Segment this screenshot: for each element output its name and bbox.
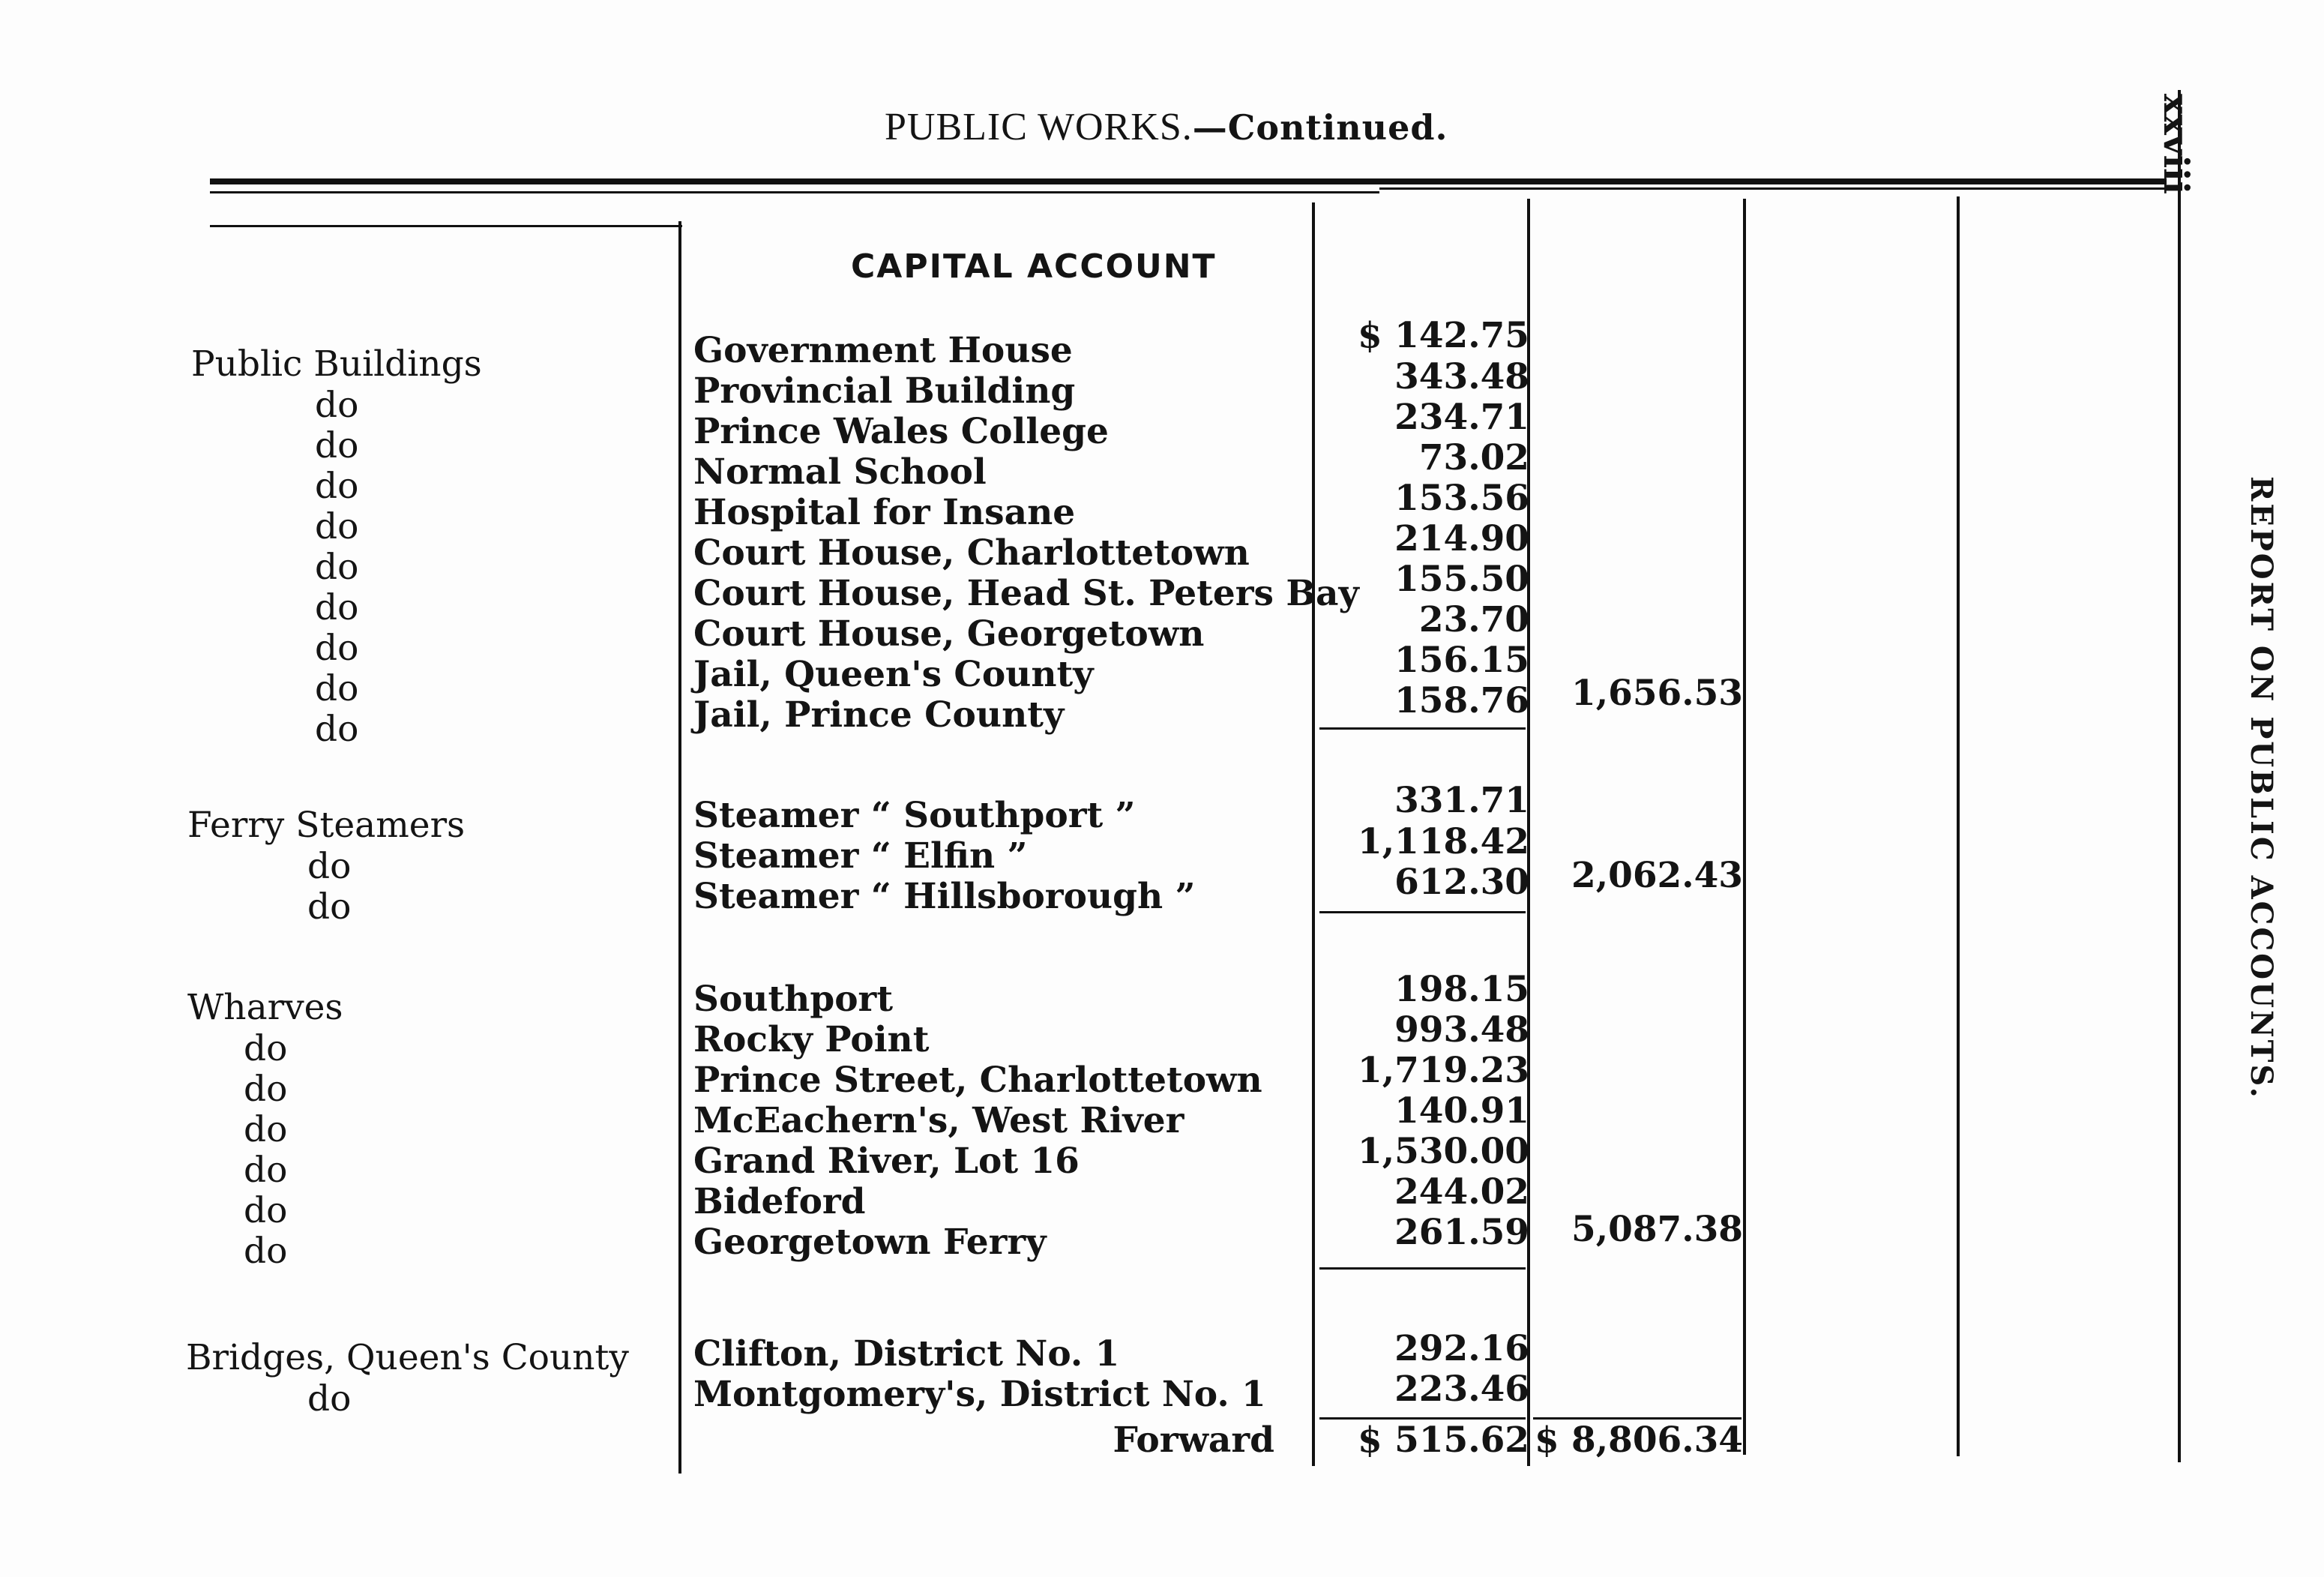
item-amount: 155.50 xyxy=(1394,559,1529,600)
item-amount: 23.70 xyxy=(1418,599,1529,640)
item-name: Jail, Prince County xyxy=(693,694,1065,736)
item-name: Grand River, Lot 16 xyxy=(693,1141,1080,1182)
item-amount: 140.91 xyxy=(1394,1090,1529,1132)
ditto: do xyxy=(315,709,359,750)
column-rule-totals-right xyxy=(1743,199,1746,1455)
item-amount: 223.46 xyxy=(1394,1369,1529,1410)
group-label-ferry-steamers: Ferry Steamers xyxy=(187,805,466,846)
item-amount: 331.71 xyxy=(1394,780,1529,821)
item-amount: 292.16 xyxy=(1394,1328,1529,1369)
item-amount: 612.30 xyxy=(1394,862,1529,903)
ditto: do xyxy=(315,425,359,466)
top-rule-thin-left xyxy=(210,225,682,227)
item-amount: 153.56 xyxy=(1394,478,1529,519)
ditto: do xyxy=(244,1231,288,1272)
column-rule-edge xyxy=(2178,90,2181,1462)
ditto: do xyxy=(244,1069,288,1110)
ditto: do xyxy=(244,1028,288,1069)
item-amount: 156.15 xyxy=(1394,640,1529,681)
forward-label: Forward xyxy=(1113,1420,1274,1461)
ditto: do xyxy=(244,1150,288,1191)
forward-amount: $ 515.62 xyxy=(1358,1420,1529,1461)
item-name: Hospital for Insane xyxy=(693,492,1076,533)
item-name: Jail, Queen's County xyxy=(693,654,1094,695)
subtotal-rule xyxy=(1319,727,1526,730)
item-amount: 993.48 xyxy=(1394,1009,1529,1051)
ditto: do xyxy=(315,628,359,669)
item-amount: 261.59 xyxy=(1394,1212,1529,1253)
item-name: Georgetown Ferry xyxy=(693,1222,1047,1263)
ditto: do xyxy=(307,1378,352,1420)
item-amount: $ 142.75 xyxy=(1358,315,1529,356)
ditto: do xyxy=(315,385,359,426)
column-rule-extra xyxy=(1957,196,1960,1456)
ditto: do xyxy=(307,886,352,928)
item-name: Normal School xyxy=(693,451,987,493)
ditto: do xyxy=(315,466,359,507)
item-name: Provincial Building xyxy=(693,370,1076,412)
top-rule-thin xyxy=(210,191,1379,193)
group-label-public-buildings: Public Buildings xyxy=(191,343,482,385)
group-label-wharves: Wharves xyxy=(187,987,343,1028)
running-title: REPORT ON PUBLIC ACCOUNTS. xyxy=(2244,476,2279,1100)
item-name: Court House, Georgetown xyxy=(693,613,1205,655)
section-heading: CAPITAL ACCOUNT xyxy=(851,247,1217,286)
ditto: do xyxy=(315,506,359,547)
item-amount: 244.02 xyxy=(1394,1171,1529,1213)
ditto: do xyxy=(315,587,359,628)
item-name: Rocky Point xyxy=(693,1019,930,1060)
item-name: Clifton, District No. 1 xyxy=(693,1333,1120,1375)
item-name: Prince Wales College xyxy=(693,411,1109,452)
item-amount: 343.48 xyxy=(1394,356,1529,397)
subtotal-rule xyxy=(1319,1267,1526,1270)
group-total: 2,062.43 xyxy=(1571,855,1743,896)
subtotal-rule xyxy=(1319,911,1526,913)
ditto: do xyxy=(307,846,352,887)
top-rule-thick xyxy=(210,178,2167,184)
group-total: 1,656.53 xyxy=(1571,673,1743,714)
item-amount: 1,530.00 xyxy=(1358,1131,1529,1172)
item-name: Bideford xyxy=(693,1181,866,1222)
item-amount: 158.76 xyxy=(1394,680,1529,721)
title-continued: —Continued. xyxy=(1192,107,1448,148)
item-name: McEachern's, West River xyxy=(693,1100,1184,1141)
item-name: Prince Street, Charlottetown xyxy=(693,1060,1262,1101)
forward-total: $ 8,806.34 xyxy=(1534,1420,1743,1461)
item-amount: 198.15 xyxy=(1394,969,1529,1010)
ditto: do xyxy=(315,668,359,709)
item-name: Government House xyxy=(693,330,1073,371)
top-rule-thin-right xyxy=(1379,187,2167,190)
ditto: do xyxy=(244,1109,288,1150)
ditto: do xyxy=(315,547,359,588)
item-amount: 234.71 xyxy=(1394,397,1529,438)
item-amount: 214.90 xyxy=(1394,518,1529,559)
title-main: PUBLIC WORKS. xyxy=(885,106,1193,148)
page-number: xxviii xyxy=(2156,94,2197,195)
group-total: 5,087.38 xyxy=(1571,1209,1743,1250)
item-amount: 1,118.42 xyxy=(1358,821,1529,862)
item-name: Steamer “ Hillsborough ” xyxy=(693,876,1196,917)
item-name: Court House, Charlottetown xyxy=(693,532,1250,574)
group-label-bridges: Bridges, Queen's County xyxy=(186,1337,629,1378)
column-rule-items xyxy=(678,221,681,1474)
item-name: Montgomery's, District No. 1 xyxy=(693,1374,1266,1415)
column-rule-amounts-left xyxy=(1312,202,1315,1466)
item-name: Southport xyxy=(693,979,894,1020)
item-amount: 73.02 xyxy=(1418,437,1529,478)
item-name: Steamer “ Elfin ” xyxy=(693,835,1028,877)
item-name: Court House, Head St. Peters Bay xyxy=(693,573,1359,614)
item-name: Steamer “ Southport ” xyxy=(693,795,1136,836)
ditto: do xyxy=(244,1190,288,1231)
page-title xyxy=(885,105,1448,149)
item-amount: 1,719.23 xyxy=(1358,1050,1529,1091)
